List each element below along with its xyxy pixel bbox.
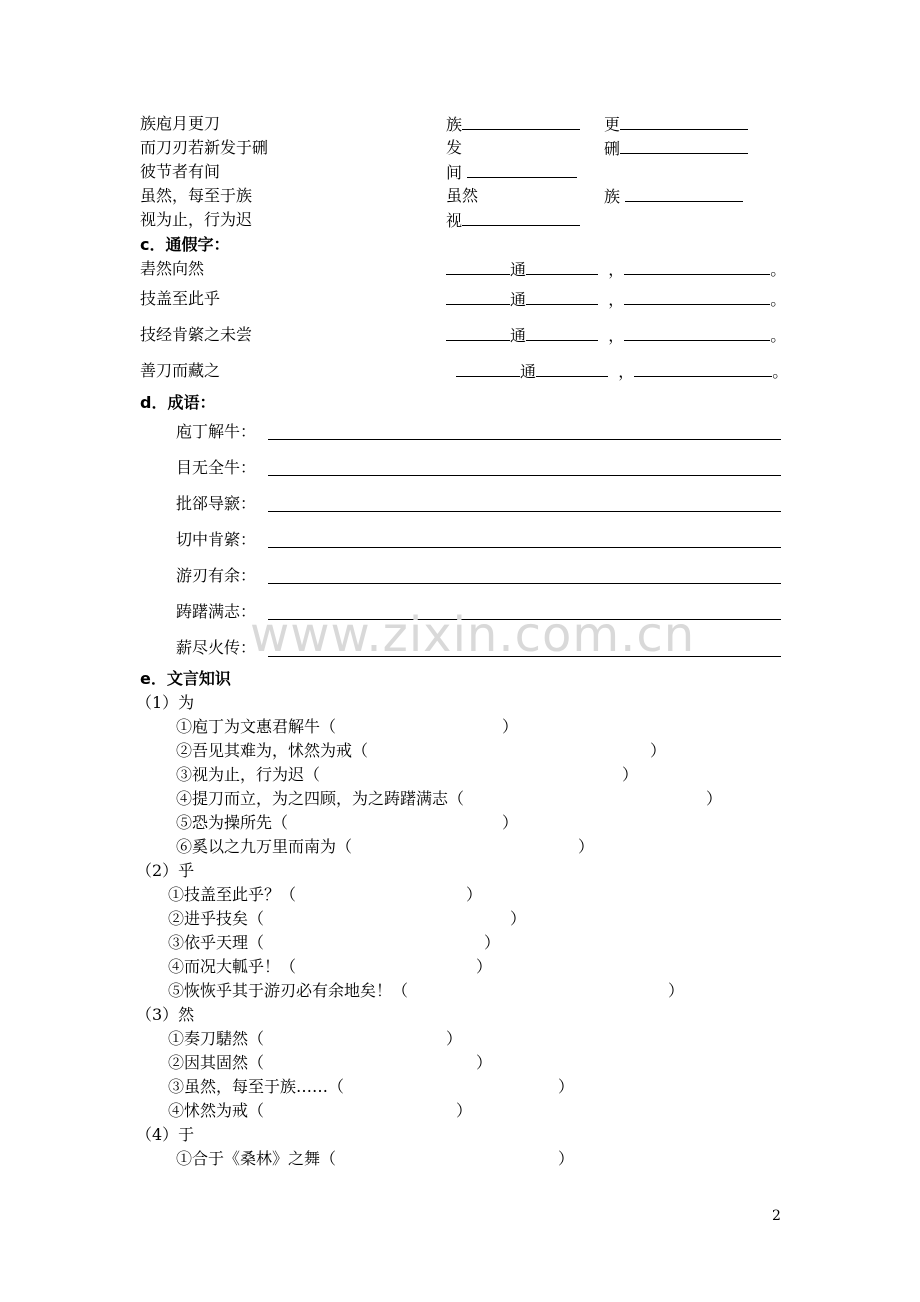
tongjia-phrase: 善刀而藏之 — [140, 361, 221, 380]
vocab-phrase: 而刀刃若新发于硎 — [140, 138, 269, 157]
close-paren: ） — [578, 837, 595, 856]
answer-blank[interactable] — [446, 289, 510, 305]
vocab-word: 硎 — [604, 138, 748, 159]
idiom-answer-line[interactable] — [268, 583, 781, 584]
idiom-label: 游刃有余： — [176, 566, 257, 585]
section-c-heading: c．通假字： — [140, 235, 230, 254]
vocab-word: 族 — [604, 186, 743, 207]
close-paren: ） — [622, 765, 639, 784]
exercise-item: ①庖丁为文惠君解牛（ — [176, 717, 337, 736]
exercise-item: ③视为止，行为迟（ — [176, 765, 321, 784]
ran-heading: （3）然 — [136, 1005, 195, 1024]
exercise-item: ④提刀而立，为之四顾，为之踌躇满志（ — [176, 789, 465, 808]
answer-blank[interactable] — [625, 186, 743, 202]
idiom-answer-line[interactable] — [268, 475, 781, 476]
wei-heading: （1）为 — [136, 693, 195, 712]
vocab-phrase: 彼节者有间 — [140, 162, 221, 181]
exercise-item: ①技盖至此乎？（ — [168, 885, 297, 904]
close-paren: ） — [476, 957, 493, 976]
answer-blank[interactable] — [462, 114, 580, 130]
section-d-heading: d．成语： — [140, 393, 216, 412]
close-paren: ） — [668, 981, 685, 1000]
close-paren: ） — [510, 909, 527, 928]
hu-heading: （2）乎 — [136, 861, 195, 880]
exercise-item: ③虽然，每至于族……（ — [168, 1077, 345, 1096]
tongjia-phrase: 技盖至此乎 — [140, 289, 221, 308]
close-paren: ） — [558, 1077, 575, 1096]
answer-blank[interactable] — [536, 361, 608, 377]
close-paren: ） — [446, 1029, 463, 1048]
section-e-heading: e．文言知识 — [140, 669, 231, 688]
exercise-item: ②因其固然（ — [168, 1053, 265, 1072]
vocab-word: 间 — [446, 162, 577, 183]
exercise-item: ②吾见其难为，怵然为戒（ — [176, 741, 369, 760]
close-paren: ） — [476, 1053, 493, 1072]
vocab-word: 虽然 — [446, 186, 479, 205]
answer-blank[interactable] — [620, 114, 748, 130]
idiom-label: 切中肯綮： — [176, 530, 257, 549]
exercise-item: ⑤恢恢乎其于游刃必有余地矣！（ — [168, 981, 409, 1000]
idiom-label: 踌躇满志： — [176, 602, 257, 621]
close-paren: ） — [502, 717, 519, 736]
close-paren: ） — [650, 741, 667, 760]
answer-blank[interactable] — [462, 210, 580, 226]
exercise-item: ④怵然为戒（ — [168, 1101, 265, 1120]
answer-blank[interactable] — [620, 138, 748, 154]
yu-heading: （4）于 — [136, 1125, 195, 1144]
exercise-item: ①合于《桑林》之舞（ — [176, 1149, 337, 1168]
answer-blank[interactable] — [624, 325, 770, 341]
idiom-label: 庖丁解牛： — [176, 422, 257, 441]
answer-blank[interactable] — [456, 361, 520, 377]
answer-blank[interactable] — [634, 361, 772, 377]
exercise-item: ⑥奚以之九万里而南为（ — [176, 837, 353, 856]
answer-blank[interactable] — [467, 162, 577, 178]
exercise-item: ①奏刀騞然（ — [168, 1029, 265, 1048]
exercise-item: ③依乎天理（ — [168, 933, 265, 952]
answer-blank[interactable] — [624, 259, 770, 275]
idiom-label: 目无全牛： — [176, 458, 257, 477]
watermark: www.zixin.com.cn — [250, 607, 696, 663]
tongjia-answer: 通 ， 。 — [446, 289, 786, 310]
exercise-item: ⑤恐为操所先（ — [176, 813, 289, 832]
vocab-phrase: 虽然，每至于族 — [140, 186, 253, 205]
exercise-item: ④而况大軱乎！（ — [168, 957, 297, 976]
idiom-label: 薪尽火传： — [176, 638, 257, 657]
vocab-word: 视 — [446, 210, 580, 231]
vocab-word: 更 — [604, 114, 748, 135]
close-paren: ） — [706, 789, 723, 808]
page-number: 2 — [772, 1208, 781, 1224]
idiom-answer-line[interactable] — [268, 439, 781, 440]
close-paren: ） — [456, 1101, 473, 1120]
answer-blank[interactable] — [526, 325, 598, 341]
close-paren: ） — [558, 1149, 575, 1168]
tongjia-answer: 通 ， 。 — [456, 361, 788, 382]
idiom-label: 批郤导窾： — [176, 494, 257, 513]
tongjia-phrase: 技经肯綮之未尝 — [140, 325, 253, 344]
close-paren: ） — [502, 813, 519, 832]
vocab-phrase: 视为止，行为迟 — [140, 210, 253, 229]
answer-blank[interactable] — [526, 259, 598, 275]
answer-blank[interactable] — [624, 289, 770, 305]
answer-blank[interactable] — [446, 325, 510, 341]
idiom-answer-line[interactable] — [268, 547, 781, 548]
vocab-word: 族 — [446, 114, 580, 135]
tongjia-phrase: 砉然向然 — [140, 259, 205, 278]
tongjia-answer: 通 ， 。 — [446, 325, 786, 346]
idiom-answer-line[interactable] — [268, 511, 781, 512]
tongjia-answer: 通 ， 。 — [446, 259, 786, 280]
vocab-phrase: 族庖月更刀 — [140, 114, 221, 133]
exercise-item: ②进乎技矣（ — [168, 909, 265, 928]
vocab-word: 发 — [446, 138, 463, 157]
answer-blank[interactable] — [526, 289, 598, 305]
close-paren: ） — [484, 933, 501, 952]
close-paren: ） — [466, 885, 483, 904]
answer-blank[interactable] — [446, 259, 510, 275]
